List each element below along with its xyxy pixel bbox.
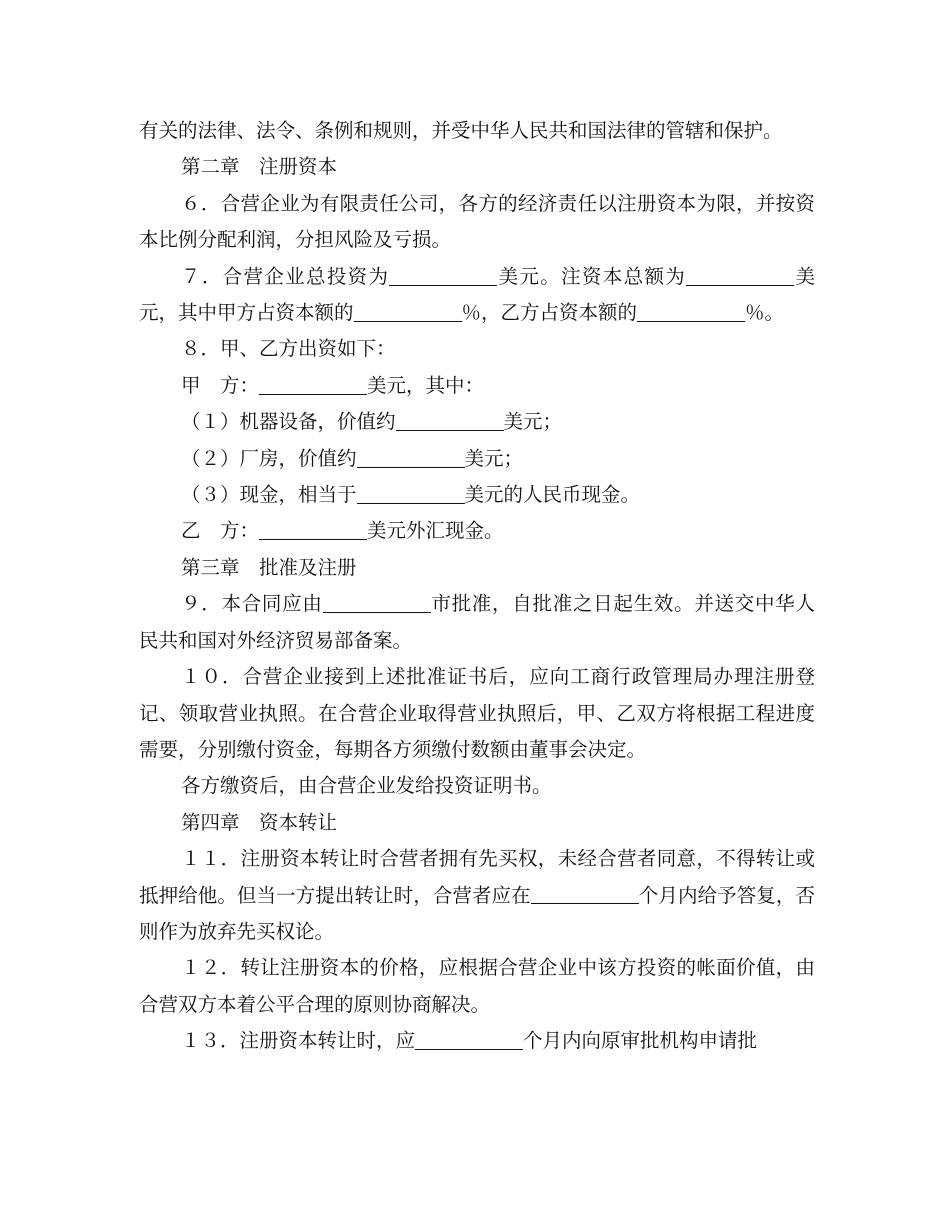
contract-text — [139, 113, 815, 1060]
article-13: １３．注册资本转让时，应 个月内向原审批机构申请批 — [181, 1029, 758, 1053]
article-6: ６．合营企业为有限责任公司，各方的经济责任以注册资本为限，并按资本比例分配利润，分担风险及亏损。 — [139, 191, 815, 252]
paragraph-continuation: 有关的法律、法令、条例和规则，并受中华人民共和国法律的管辖和保护。 — [139, 119, 783, 142]
fill-blank[interactable] — [686, 265, 794, 286]
party-a-item-2: （２）厂房，价值约 美元； — [181, 446, 524, 470]
fill-blank[interactable] — [259, 520, 367, 541]
article-10: １０．合营企业接到上述批准证书后，应向工商行政管理局办理注册登记、领取营业执照。在合营企业取得营业执照后，甲、乙双方将根据工程进度需要，分别缴付资金，每期各方须缴付数额由董事会决定。 — [139, 665, 815, 761]
chapter-3-heading: 第三章 批准及注册 — [181, 555, 357, 579]
article-7: ７．合营企业总投资为 美元。注资本总额为 美元，其中甲方占资本额的 ％，乙方占资本额的 ％。 — [139, 264, 815, 325]
article-12: １２．转让注册资本的价格，应根据合营企业中该方投资的帐面价值，由合营双方本着公平合理的原则协商解决。 — [139, 956, 815, 1016]
article-9: ９．本合同应由 市批准，自批准之日起生效。并送交中华人民共和国对外经济贸易部备案。 — [139, 592, 815, 652]
fill-blank[interactable] — [357, 447, 465, 468]
article-8: ８．甲、乙方出资如下： — [181, 337, 396, 361]
fill-blank[interactable] — [259, 374, 367, 395]
fill-blank[interactable] — [415, 1030, 523, 1051]
article-10-note: 各方缴资后，由合营企业发给投资证明书。 — [181, 774, 552, 798]
fill-blank[interactable] — [354, 301, 462, 322]
party-a-item-3: （３）现金，相当于 美元的人民币现金。 — [181, 483, 641, 507]
party-a-contribution: 甲 方： 美元，其中： — [181, 373, 485, 397]
party-a-item-1: （１）机器设备，价值约 美元； — [181, 410, 563, 434]
chapter-2-heading: 第二章 注册资本 — [181, 155, 338, 179]
article-11: １１．注册资本转让时合营者拥有先买权，未经合营者同意，不得转让或抵押给他。但当一方提出转让时，合营者应在 个月内给予答复，否则作为放弃先买权论。 — [139, 847, 815, 943]
fill-blank[interactable] — [637, 301, 745, 322]
fill-blank[interactable] — [396, 411, 504, 432]
fill-blank[interactable] — [357, 483, 465, 504]
fill-blank[interactable] — [531, 884, 639, 905]
chapter-4-heading: 第四章 资本转让 — [181, 810, 338, 834]
fill-blank[interactable] — [323, 593, 431, 614]
party-b-contribution: 乙 方： 美元外汇现金。 — [181, 519, 504, 543]
fill-blank[interactable] — [389, 265, 497, 286]
